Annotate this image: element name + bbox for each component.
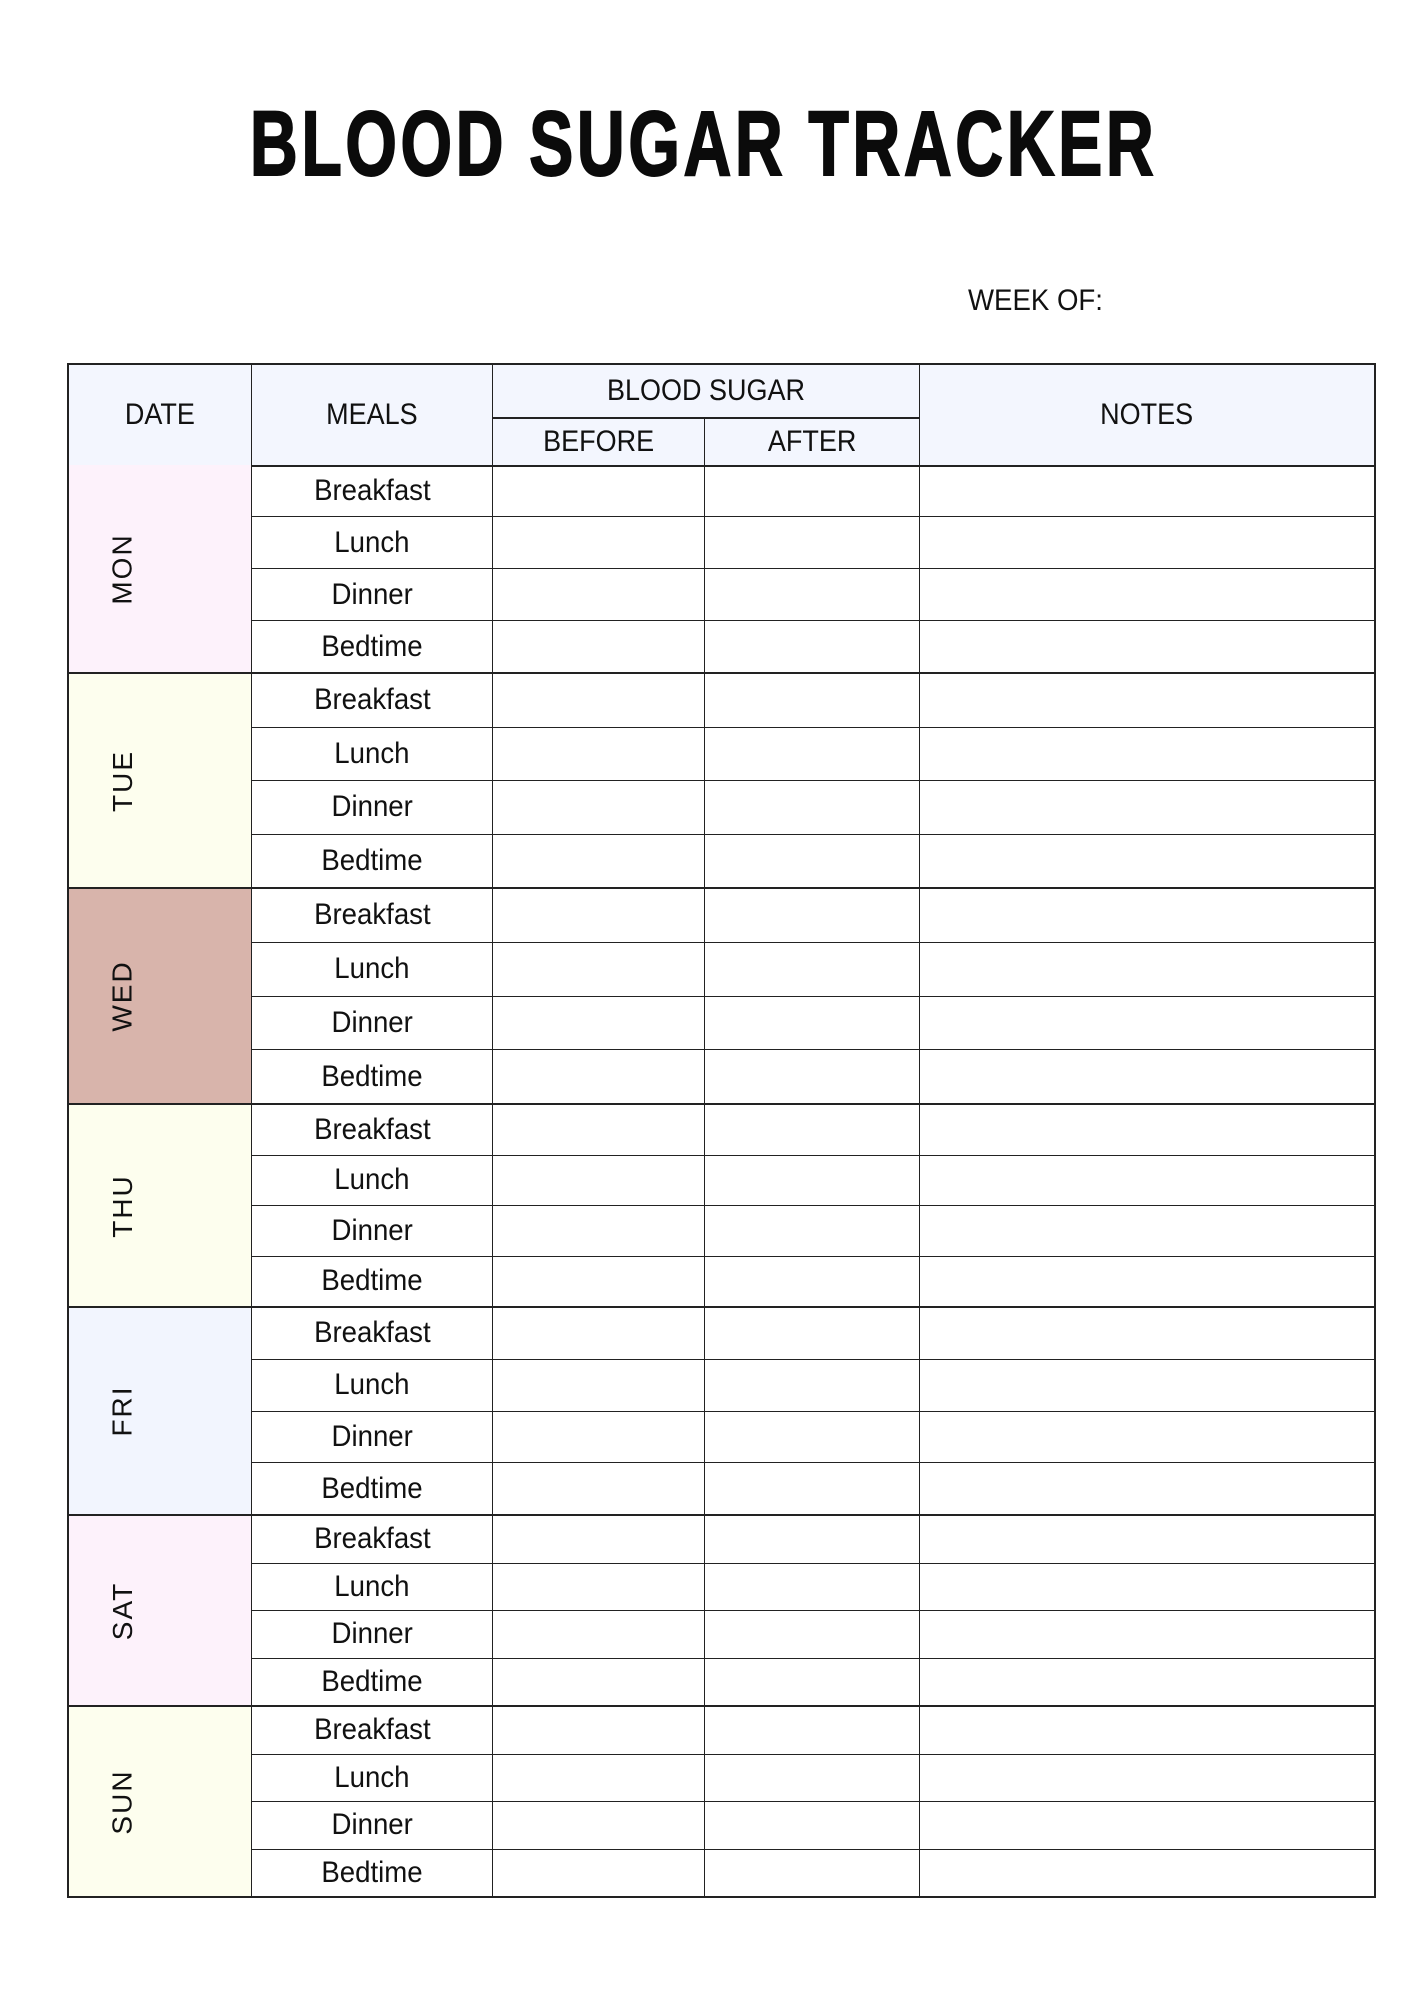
notes-cell[interactable] bbox=[920, 1308, 1374, 1359]
meal-label: Dinner bbox=[331, 790, 413, 824]
after-cell[interactable] bbox=[705, 1360, 920, 1411]
before-cell[interactable] bbox=[493, 889, 705, 942]
meal-rows bbox=[252, 1308, 1374, 1514]
before-cell[interactable] bbox=[493, 943, 705, 996]
notes-cell[interactable] bbox=[920, 1463, 1374, 1514]
before-cell[interactable] bbox=[493, 1659, 705, 1706]
notes-cell[interactable] bbox=[920, 1257, 1374, 1307]
day-date-cell[interactable] bbox=[177, 465, 252, 672]
after-cell[interactable] bbox=[705, 1206, 920, 1256]
table-row bbox=[252, 1412, 1374, 1464]
meal-label: Lunch bbox=[334, 736, 410, 770]
table-row bbox=[252, 1463, 1374, 1514]
notes-cell[interactable] bbox=[920, 465, 1374, 516]
notes-cell[interactable] bbox=[920, 1850, 1374, 1897]
table-row bbox=[252, 943, 1374, 997]
meal-label: Breakfast bbox=[313, 473, 431, 507]
meal-label: Bedtime bbox=[321, 1264, 423, 1298]
before-cell[interactable] bbox=[493, 1360, 705, 1411]
header-before bbox=[493, 419, 705, 465]
meal-cell bbox=[252, 1360, 493, 1411]
notes-cell[interactable] bbox=[920, 943, 1374, 996]
meal-cell bbox=[252, 1050, 493, 1103]
meal-cell bbox=[252, 1611, 493, 1658]
meal-cell bbox=[252, 1659, 493, 1706]
meal-label: Dinner bbox=[331, 1419, 413, 1453]
table-row bbox=[252, 569, 1374, 621]
day-label bbox=[69, 1105, 178, 1306]
day-label-text: TUE bbox=[107, 749, 138, 812]
meal-label: Bedtime bbox=[321, 843, 423, 877]
table-row bbox=[252, 835, 1374, 888]
meal-label: Breakfast bbox=[313, 1316, 431, 1350]
header-after bbox=[705, 419, 920, 465]
table-row bbox=[252, 1257, 1374, 1307]
meal-cell bbox=[252, 1257, 493, 1307]
day-label-text: WED bbox=[106, 960, 138, 1032]
meal-label: Breakfast bbox=[313, 1713, 431, 1747]
table-row bbox=[252, 465, 1374, 517]
notes-cell[interactable] bbox=[920, 621, 1374, 672]
notes-cell[interactable] bbox=[920, 781, 1374, 834]
meal-label: Lunch bbox=[334, 525, 410, 559]
header-after-text: AFTER bbox=[767, 425, 857, 458]
meal-cell bbox=[252, 1707, 493, 1754]
before-cell[interactable] bbox=[493, 1257, 705, 1307]
table-row bbox=[252, 889, 1374, 943]
after-cell[interactable] bbox=[705, 1463, 920, 1514]
meal-label: Dinner bbox=[331, 577, 413, 611]
table-row bbox=[252, 1360, 1374, 1412]
notes-cell[interactable] bbox=[920, 997, 1374, 1050]
table-row bbox=[252, 1707, 1374, 1755]
table-row bbox=[252, 1105, 1374, 1156]
notes-cell[interactable] bbox=[920, 1050, 1374, 1103]
header-blood-sugar bbox=[493, 365, 920, 419]
meal-rows bbox=[252, 465, 1374, 672]
after-cell[interactable] bbox=[705, 835, 920, 888]
day-label bbox=[69, 674, 178, 887]
after-cell[interactable] bbox=[705, 621, 920, 672]
after-cell[interactable] bbox=[705, 1105, 920, 1155]
meal-cell bbox=[252, 1206, 493, 1256]
before-cell[interactable] bbox=[493, 517, 705, 568]
meal-label: Bedtime bbox=[321, 1059, 423, 1093]
before-cell[interactable] bbox=[493, 1050, 705, 1103]
meal-label: Breakfast bbox=[313, 1522, 431, 1556]
meal-cell bbox=[252, 1308, 493, 1359]
table-row bbox=[252, 1850, 1374, 1897]
table-row bbox=[252, 1611, 1374, 1659]
before-cell[interactable] bbox=[493, 781, 705, 834]
day-block-fri bbox=[69, 1308, 1374, 1516]
header-meals-text: MEALS bbox=[326, 398, 418, 431]
before-cell[interactable] bbox=[493, 728, 705, 781]
notes-cell[interactable] bbox=[920, 1412, 1374, 1463]
notes-cell[interactable] bbox=[920, 1105, 1374, 1155]
after-cell[interactable] bbox=[705, 517, 920, 568]
before-cell[interactable] bbox=[493, 1308, 705, 1359]
meal-label: Dinner bbox=[331, 1005, 413, 1039]
after-cell[interactable] bbox=[705, 1308, 920, 1359]
table-row bbox=[252, 728, 1374, 782]
meal-label: Dinner bbox=[331, 1808, 413, 1842]
notes-cell[interactable] bbox=[920, 1659, 1374, 1706]
day-date-cell[interactable] bbox=[177, 1516, 252, 1705]
before-cell[interactable] bbox=[493, 1206, 705, 1256]
after-cell[interactable] bbox=[705, 728, 920, 781]
after-cell[interactable] bbox=[705, 1257, 920, 1307]
before-cell[interactable] bbox=[493, 1611, 705, 1658]
day-block-tue bbox=[69, 674, 1374, 889]
after-cell[interactable] bbox=[705, 1412, 920, 1463]
meal-cell bbox=[252, 1516, 493, 1563]
meal-cell bbox=[252, 1802, 493, 1849]
meal-cell bbox=[252, 1412, 493, 1463]
tracker-table bbox=[67, 363, 1376, 1898]
header-before-text: BEFORE bbox=[542, 425, 655, 458]
meal-label: Bedtime bbox=[321, 1664, 423, 1698]
meal-cell bbox=[252, 728, 493, 781]
meal-label: Breakfast bbox=[313, 1112, 431, 1146]
notes-cell[interactable] bbox=[920, 1755, 1374, 1802]
before-cell[interactable] bbox=[493, 1156, 705, 1206]
page-title: BLOOD SUGAR TRACKER bbox=[249, 93, 1158, 195]
table-row bbox=[252, 517, 1374, 569]
week-of-label: WEEK OF: bbox=[968, 284, 1103, 317]
day-block-thu bbox=[69, 1105, 1374, 1308]
day-block-wed bbox=[69, 889, 1374, 1105]
before-cell[interactable] bbox=[493, 621, 705, 672]
notes-cell[interactable] bbox=[920, 1360, 1374, 1411]
after-cell[interactable] bbox=[705, 569, 920, 620]
meal-rows bbox=[252, 889, 1374, 1103]
meal-cell bbox=[252, 781, 493, 834]
notes-cell[interactable] bbox=[920, 1802, 1374, 1849]
meal-cell bbox=[252, 835, 493, 888]
day-label bbox=[69, 1516, 178, 1705]
notes-cell[interactable] bbox=[920, 569, 1374, 620]
notes-cell[interactable] bbox=[920, 835, 1374, 888]
meal-label: Lunch bbox=[334, 1569, 410, 1603]
notes-cell[interactable] bbox=[920, 1206, 1374, 1256]
meal-cell bbox=[252, 943, 493, 996]
notes-cell[interactable] bbox=[920, 1611, 1374, 1658]
after-cell[interactable] bbox=[705, 1755, 920, 1802]
meal-label: Lunch bbox=[334, 1163, 410, 1197]
day-label-text: THU bbox=[106, 1173, 138, 1238]
meal-cell bbox=[252, 1564, 493, 1611]
after-cell[interactable] bbox=[705, 1850, 920, 1897]
before-cell[interactable] bbox=[493, 1802, 705, 1849]
day-block-mon bbox=[69, 465, 1374, 674]
table-row bbox=[252, 1516, 1374, 1564]
meal-label: Lunch bbox=[334, 1760, 410, 1794]
day-date-cell[interactable] bbox=[177, 1105, 252, 1306]
day-date-cell[interactable] bbox=[177, 1308, 252, 1514]
notes-cell[interactable] bbox=[920, 517, 1374, 568]
meal-label: Bedtime bbox=[321, 629, 423, 663]
day-label bbox=[69, 1707, 178, 1896]
before-cell[interactable] bbox=[493, 1516, 705, 1563]
meal-cell bbox=[252, 621, 493, 672]
day-label bbox=[69, 1308, 178, 1514]
meal-label: Lunch bbox=[334, 1368, 410, 1402]
day-date-cell[interactable] bbox=[177, 889, 252, 1103]
meal-cell bbox=[252, 997, 493, 1050]
table-row bbox=[252, 1755, 1374, 1803]
after-cell[interactable] bbox=[705, 1659, 920, 1706]
meal-label: Lunch bbox=[334, 952, 410, 986]
meal-cell bbox=[252, 1755, 493, 1802]
table-row bbox=[252, 674, 1374, 728]
header-meals bbox=[252, 365, 493, 465]
day-date-cell[interactable] bbox=[177, 674, 252, 887]
table-row bbox=[252, 1156, 1374, 1207]
notes-cell[interactable] bbox=[920, 1707, 1374, 1754]
table-row bbox=[252, 1206, 1374, 1257]
header-notes-text: NOTES bbox=[1100, 398, 1194, 431]
header-blood-sugar-text: BLOOD SUGAR bbox=[606, 374, 806, 407]
meal-cell bbox=[252, 674, 493, 727]
meal-cell bbox=[252, 465, 493, 516]
meal-rows bbox=[252, 674, 1374, 887]
notes-cell[interactable] bbox=[920, 889, 1374, 942]
meal-cell bbox=[252, 1156, 493, 1206]
day-label-text: FRI bbox=[106, 1385, 138, 1437]
after-cell[interactable] bbox=[705, 1564, 920, 1611]
day-date-cell[interactable] bbox=[177, 1707, 252, 1896]
day-label-text: SUN bbox=[107, 1768, 138, 1835]
meal-cell bbox=[252, 517, 493, 568]
after-cell[interactable] bbox=[705, 889, 920, 942]
table-row bbox=[252, 1564, 1374, 1612]
meal-label: Bedtime bbox=[321, 1471, 423, 1505]
day-label-text: SAT bbox=[106, 1581, 138, 1640]
meal-label: Breakfast bbox=[313, 898, 431, 932]
notes-cell[interactable] bbox=[920, 674, 1374, 727]
after-cell[interactable] bbox=[705, 781, 920, 834]
meal-cell bbox=[252, 1850, 493, 1897]
before-cell[interactable] bbox=[493, 1463, 705, 1514]
table-header bbox=[69, 365, 1374, 467]
table-row bbox=[252, 1308, 1374, 1360]
meal-cell bbox=[252, 1463, 493, 1514]
notes-cell[interactable] bbox=[920, 1564, 1374, 1611]
day-block-sun bbox=[69, 1707, 1374, 1896]
day-block-sat bbox=[69, 1516, 1374, 1707]
day-label bbox=[69, 889, 178, 1103]
table-row bbox=[252, 1802, 1374, 1850]
before-cell[interactable] bbox=[493, 1564, 705, 1611]
before-cell[interactable] bbox=[493, 1105, 705, 1155]
day-label bbox=[69, 465, 178, 672]
after-cell[interactable] bbox=[705, 997, 920, 1050]
table-row bbox=[252, 621, 1374, 672]
after-cell[interactable] bbox=[705, 1802, 920, 1849]
after-cell[interactable] bbox=[705, 1707, 920, 1754]
before-cell[interactable] bbox=[493, 1707, 705, 1754]
after-cell[interactable] bbox=[705, 674, 920, 727]
before-cell[interactable] bbox=[493, 997, 705, 1050]
header-date-text: DATE bbox=[124, 398, 196, 431]
meal-rows bbox=[252, 1516, 1374, 1705]
day-label-text: MON bbox=[106, 532, 138, 605]
before-cell[interactable] bbox=[493, 569, 705, 620]
meal-cell bbox=[252, 1105, 493, 1155]
table-row bbox=[252, 781, 1374, 835]
meal-label: Dinner bbox=[331, 1213, 413, 1247]
table-row bbox=[252, 1050, 1374, 1103]
meal-cell bbox=[252, 569, 493, 620]
before-cell[interactable] bbox=[493, 835, 705, 888]
after-cell[interactable] bbox=[705, 1050, 920, 1103]
meal-label: Bedtime bbox=[321, 1855, 423, 1889]
before-cell[interactable] bbox=[493, 465, 705, 516]
after-cell[interactable] bbox=[705, 465, 920, 516]
after-cell[interactable] bbox=[705, 943, 920, 996]
header-date bbox=[69, 365, 252, 465]
notes-cell[interactable] bbox=[920, 1516, 1374, 1563]
meal-label: Dinner bbox=[331, 1617, 413, 1651]
after-cell[interactable] bbox=[705, 1611, 920, 1658]
after-cell[interactable] bbox=[705, 1516, 920, 1563]
before-cell[interactable] bbox=[493, 1412, 705, 1463]
meal-cell bbox=[252, 889, 493, 942]
table-row bbox=[252, 997, 1374, 1051]
before-cell[interactable] bbox=[493, 1850, 705, 1897]
before-cell[interactable] bbox=[493, 1755, 705, 1802]
header-notes bbox=[920, 365, 1374, 465]
meal-label: Breakfast bbox=[313, 683, 431, 717]
meal-rows bbox=[252, 1105, 1374, 1306]
notes-cell[interactable] bbox=[920, 728, 1374, 781]
notes-cell[interactable] bbox=[920, 1156, 1374, 1206]
before-cell[interactable] bbox=[493, 674, 705, 727]
meal-rows bbox=[252, 1707, 1374, 1896]
table-row bbox=[252, 1659, 1374, 1706]
after-cell[interactable] bbox=[705, 1156, 920, 1206]
